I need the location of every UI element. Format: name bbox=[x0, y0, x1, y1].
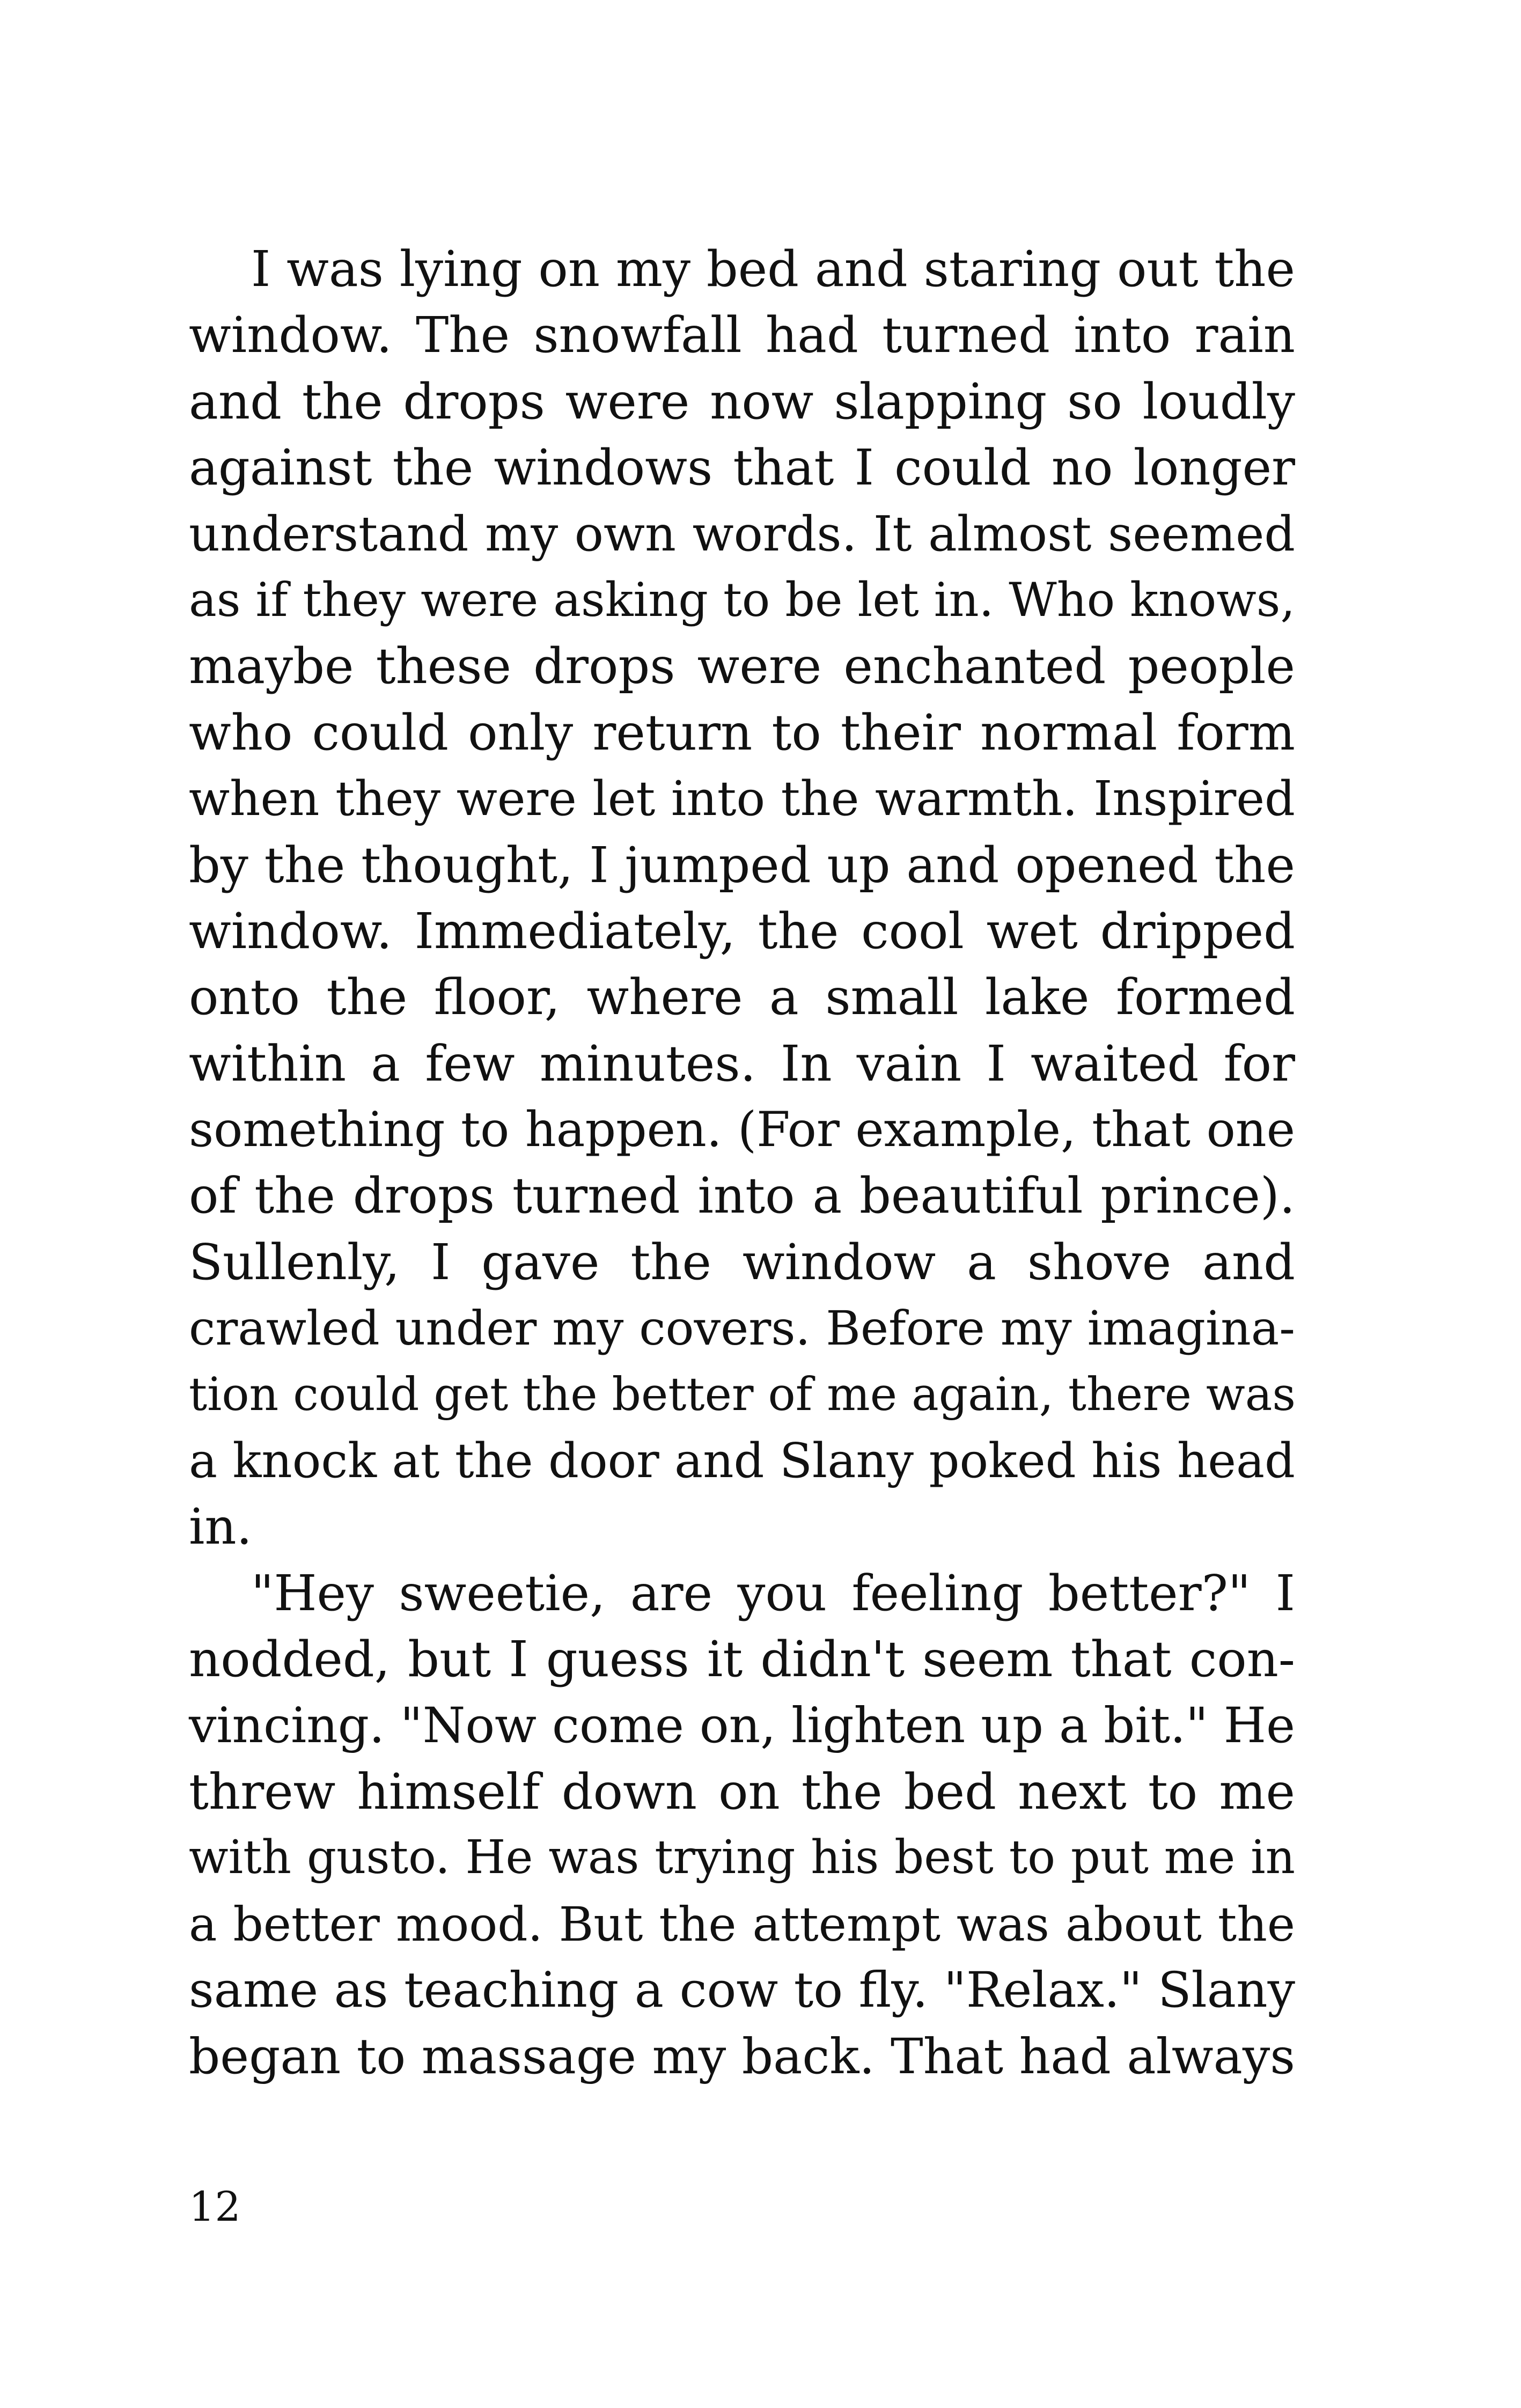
text-line: within a few minutes. In vain I waited for bbox=[189, 1034, 1295, 1092]
text-line: crawled under my covers. Before my imagina- bbox=[189, 1301, 1295, 1356]
text-line: "Hey sweetie, are you feeling better?" I bbox=[251, 1564, 1295, 1622]
page-number: 12 bbox=[189, 2183, 241, 2230]
text-line: a knock at the door and Slany poked his head bbox=[189, 1433, 1295, 1489]
text-line: window. Immediately, the cool wet dripped bbox=[189, 902, 1295, 960]
text-line: tion could get the better of me again, there was bbox=[189, 1368, 1296, 1421]
text-line: in. bbox=[189, 1498, 252, 1556]
text-line: of the drops turned into a beautiful prince). bbox=[189, 1167, 1295, 1225]
text-line: I was lying on my bed and staring out the bbox=[251, 240, 1295, 298]
text-line: who could only return to their normal form bbox=[189, 703, 1295, 761]
text-line: same as teaching a cow to fly. "Relax." Slany bbox=[189, 1962, 1295, 2019]
text-line: Sullenly, I gave the window a shove and bbox=[189, 1233, 1295, 1291]
text-line: with gusto. He was trying his best to put me in bbox=[189, 1831, 1295, 1885]
text-line: a better mood. But the attempt was about the bbox=[189, 1896, 1295, 1952]
text-line: something to happen. (For example, that one bbox=[189, 1102, 1295, 1158]
text-line: when they were let into the warmth. Inspired bbox=[189, 770, 1295, 827]
text-line: as if they were asking to be let in. Who knows, bbox=[189, 572, 1295, 627]
text-line: understand my own words. It almost seemed bbox=[189, 505, 1295, 562]
text-line: threw himself down on the bed next to me bbox=[189, 1763, 1295, 1820]
text-line: nodded, but I guess it didn't seem that con- bbox=[189, 1631, 1295, 1688]
text-line: vincing. "Now come on, lighten up a bit." He bbox=[189, 1697, 1295, 1754]
text-line: against the windows that I could no longer bbox=[189, 439, 1295, 497]
text-line: by the thought, I jumped up and opened the bbox=[189, 836, 1295, 894]
text-line: and the drops were now slapping so loudly bbox=[189, 372, 1295, 430]
body-text bbox=[189, 236, 1295, 2090]
text-line: window. The snowfall had turned into rain bbox=[189, 306, 1295, 364]
text-line: maybe these drops were enchanted people bbox=[189, 637, 1295, 695]
text-line: onto the floor, where a small lake formed bbox=[189, 968, 1295, 1026]
text-line: began to massage my back. That had always bbox=[189, 2028, 1295, 2085]
